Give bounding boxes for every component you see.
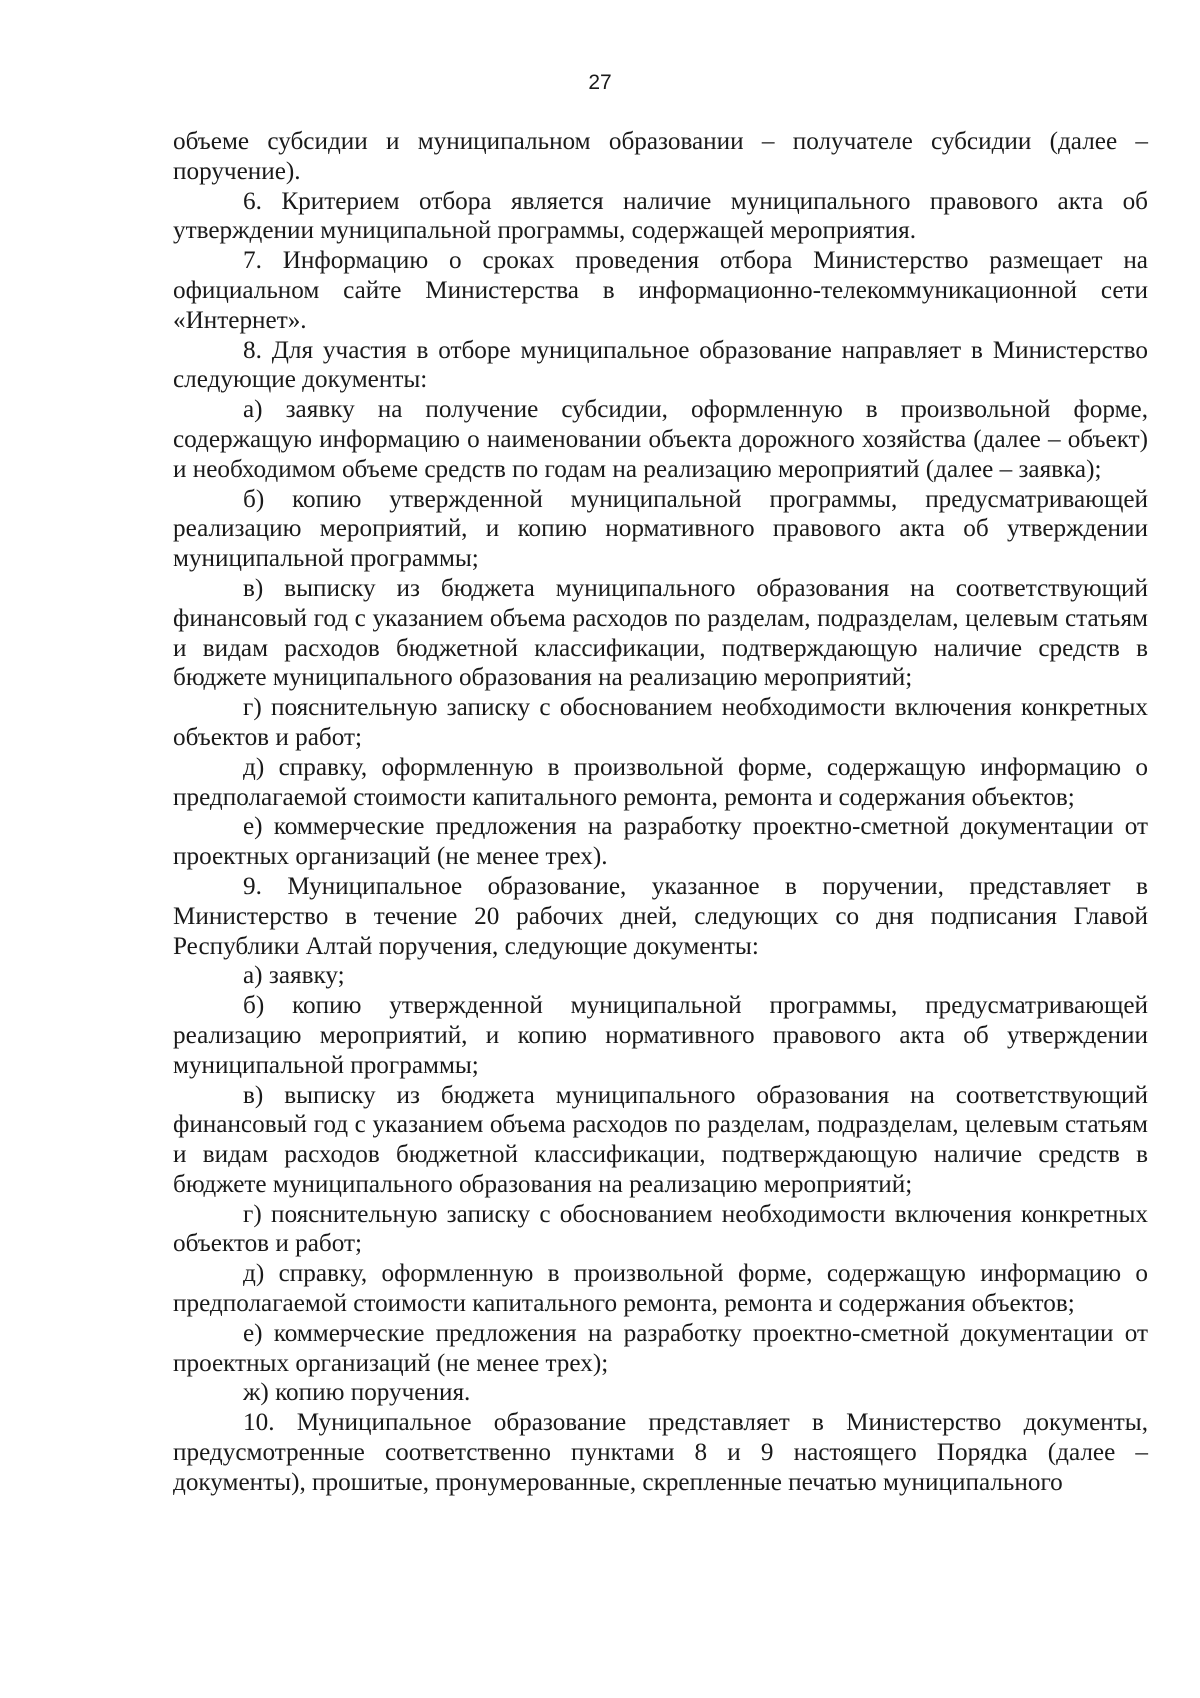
list-item-8v: в) выписку из бюджета муниципального образования на соответствующий финансовый год с указанием объема расходов по разделам, подразделам, целевым статьям и видам расходов бюджетной классификации, подтверждающую наличие средств в бюджете муниципального образования на реализацию мероприятий;: [173, 574, 1148, 692]
list-item-9b: б) копию утвержденной муниципальной программы, предусматривающей реализацию мероприятий, и копию нормативного правового акта об утверждении муниципальной программы;: [173, 992, 1148, 1079]
list-item-8a: а) заявку на получение субсидии, оформленную в произвольной форме, содержащую информацию о наименовании объекта дорожного хозяйства (далее – объект) и необходимом объеме средств по годам на реализацию мероприятий (далее – заявка);: [173, 396, 1148, 483]
paragraph-item-8: 8. Для участия в отборе муниципальное образование направляет в Министерство следующие документы:: [173, 336, 1148, 394]
list-item-9e: е) коммерческие предложения на разработку проектно-сметной документации от проектных организаций (не менее трех);: [173, 1319, 1148, 1377]
list-item-8e: е) коммерческие предложения на разработку проектно-сметной документации от проектных организаций (не менее трех).: [173, 813, 1148, 871]
list-item-9a: а) заявку;: [243, 962, 345, 990]
list-item-9v: в) выписку из бюджета муниципального образования на соответствующий финансовый год с указанием объема расходов по разделам, подразделам, целевым статьям и видам расходов бюджетной классификации, подтверждающую наличие средств в бюджете муниципального образования на реализацию мероприятий;: [173, 1081, 1148, 1198]
list-item-9d: д) справку, оформленную в произвольной форме, содержащую информацию о предполагаемой стоимости капитального ремонта, ремонта и содержания объектов;: [173, 1260, 1148, 1318]
list-item-9g: г) пояснительную записку с обоснованием необходимости включения конкретных объектов и работ;: [173, 1200, 1148, 1258]
paragraph-item-7: 7. Информацию о сроках проведения отбора Министерство размещает на официальном сайте Министерства в информационно-телекоммуникационной сети «Интернет».: [173, 247, 1148, 334]
paragraph-item-9: 9. Муниципальное образование, указанное в поручении, представляет в Министерство в течение 20 рабочих дней, следующих со дня подписания Главой Республики Алтай поручения, следующие документы:: [173, 872, 1148, 960]
paragraph-item-6: 6. Критерием отбора является наличие муниципального правового акта об утверждении муниципальной программы, содержащей мероприятия.: [173, 187, 1148, 245]
document-body: [173, 127, 1148, 1498]
paragraph-item-10: 10. Муниципальное образование представляет в Министерство документы, предусмотренные соответственно пунктами 8 и 9 настоящего Порядка (далее – документы), прошитые, пронумерованные, скрепленные печатью муниципального: [173, 1409, 1148, 1496]
list-item-8d: д) справку, оформленную в произвольной форме, содержащую информацию о предполагаемой стоимости капитального ремонта, ремонта и содержания объектов;: [173, 753, 1148, 811]
list-item-9zh: ж) копию поручения.: [243, 1379, 471, 1407]
page-number: 27: [588, 71, 612, 94]
list-item-8b: б) копию утвержденной муниципальной программы, предусматривающей реализацию мероприятий, и копию нормативного правового акта об утверждении муниципальной программы;: [173, 485, 1148, 573]
list-item-8g: г) пояснительную записку с обоснованием необходимости включения конкретных объектов и работ;: [173, 694, 1148, 751]
paragraph-continuation: объеме субсидии и муниципальном образовании – получателе субсидии (далее – поручение).: [173, 128, 1148, 185]
